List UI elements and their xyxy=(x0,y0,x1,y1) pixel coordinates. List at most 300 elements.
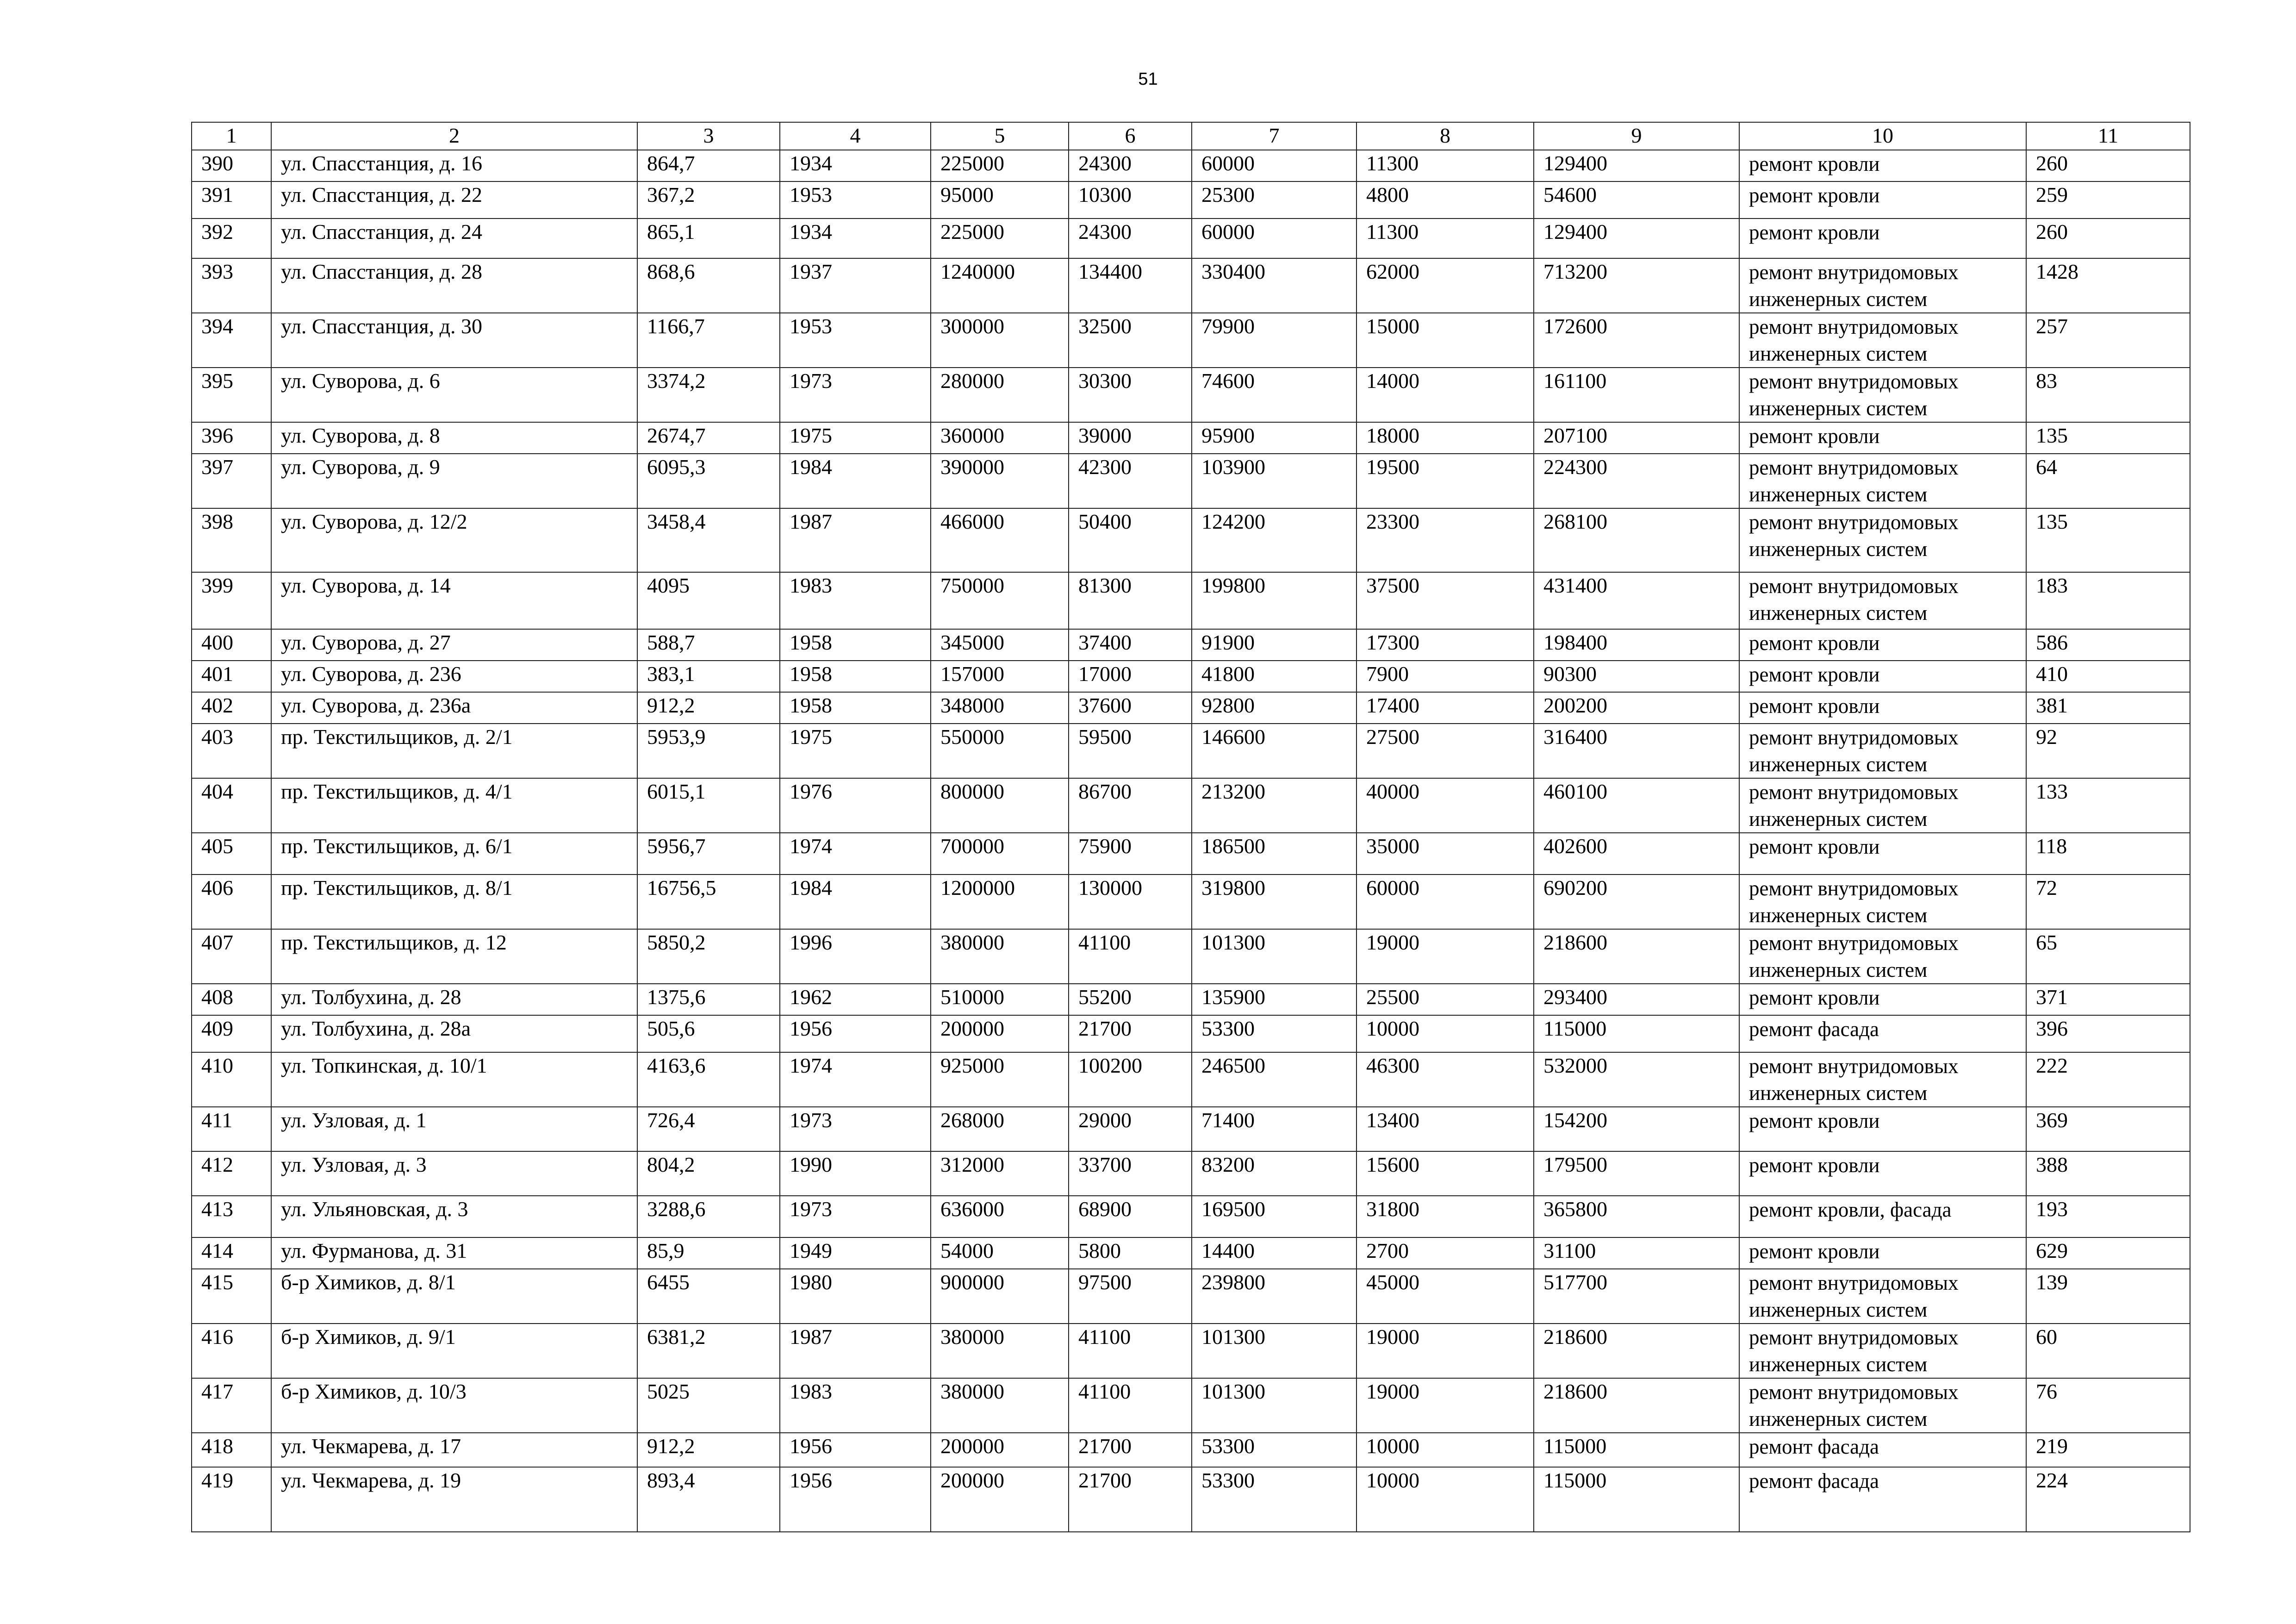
cell-total-cost: 312000 xyxy=(931,1151,1069,1196)
cell-cost-8: 10000 xyxy=(1356,1015,1534,1052)
cell-row-number: 404 xyxy=(192,778,271,833)
cell-cost-7: 199800 xyxy=(1192,572,1356,629)
cell-cost-per-sqm: 259 xyxy=(2026,181,2190,219)
cell-cost-8: 27500 xyxy=(1356,724,1534,778)
cell-work-type: ремонт кровли xyxy=(1739,661,2026,692)
cell-cost-8: 10000 xyxy=(1356,1467,1534,1532)
cell-cost-8: 17400 xyxy=(1356,692,1534,724)
cell-cost-9: 460100 xyxy=(1534,778,1739,833)
cell-year: 1983 xyxy=(780,1378,931,1433)
cell-cost-9: 179500 xyxy=(1534,1151,1739,1196)
cell-row-number: 405 xyxy=(192,833,271,874)
cell-year: 1984 xyxy=(780,454,931,508)
cell-cost-8: 10000 xyxy=(1356,1433,1534,1467)
table-row xyxy=(192,1378,2190,1433)
cell-year: 1983 xyxy=(780,572,931,629)
cell-cost-8: 19000 xyxy=(1356,1378,1534,1433)
cell-area: 5850,2 xyxy=(637,929,780,984)
cell-cost-per-sqm: 72 xyxy=(2026,874,2190,929)
cell-address: ул. Фурманова, д. 31 xyxy=(271,1237,637,1269)
cell-area: 4163,6 xyxy=(637,1052,780,1107)
cell-area: 6015,1 xyxy=(637,778,780,833)
col-header: 1 xyxy=(192,122,271,150)
cell-total-cost: 200000 xyxy=(931,1015,1069,1052)
cell-cost-8: 15600 xyxy=(1356,1151,1534,1196)
cell-cost-6: 21700 xyxy=(1069,1433,1192,1467)
cell-cost-6: 41100 xyxy=(1069,929,1192,984)
cell-cost-6: 17000 xyxy=(1069,661,1192,692)
cell-area: 5025 xyxy=(637,1378,780,1433)
col-header: 7 xyxy=(1192,122,1356,150)
cell-cost-8: 15000 xyxy=(1356,313,1534,368)
cell-address: ул. Суворова, д. 14 xyxy=(271,572,637,629)
cell-cost-per-sqm: 257 xyxy=(2026,313,2190,368)
cell-total-cost: 348000 xyxy=(931,692,1069,724)
cell-cost-6: 81300 xyxy=(1069,572,1192,629)
cell-address: ул. Спасстанция, д. 24 xyxy=(271,219,637,258)
cell-total-cost: 95000 xyxy=(931,181,1069,219)
cell-cost-per-sqm: 64 xyxy=(2026,454,2190,508)
table-row xyxy=(192,1324,2190,1378)
cell-address: пр. Текстильщиков, д. 12 xyxy=(271,929,637,984)
cell-address: ул. Толбухина, д. 28 xyxy=(271,984,637,1015)
cell-cost-7: 95900 xyxy=(1192,422,1356,454)
cell-row-number: 413 xyxy=(192,1196,271,1237)
cell-area: 6455 xyxy=(637,1269,780,1324)
cell-area: 868,6 xyxy=(637,258,780,313)
cell-address: ул. Суворова, д. 12/2 xyxy=(271,508,637,572)
table-row xyxy=(192,692,2190,724)
cell-work-type: ремонт кровли xyxy=(1739,181,2026,219)
cell-work-type: ремонт внутридомовых инженерных систем xyxy=(1739,368,2026,422)
table-row xyxy=(192,1237,2190,1269)
cell-cost-9: 293400 xyxy=(1534,984,1739,1015)
cell-cost-per-sqm: 83 xyxy=(2026,368,2190,422)
cell-total-cost: 225000 xyxy=(931,150,1069,181)
cell-cost-9: 90300 xyxy=(1534,661,1739,692)
col-header: 9 xyxy=(1534,122,1739,150)
table-row xyxy=(192,422,2190,454)
cell-row-number: 395 xyxy=(192,368,271,422)
cell-cost-7: 71400 xyxy=(1192,1107,1356,1151)
cell-area: 6095,3 xyxy=(637,454,780,508)
cell-work-type: ремонт внутридомовых инженерных систем xyxy=(1739,874,2026,929)
cell-cost-6: 21700 xyxy=(1069,1015,1192,1052)
cell-total-cost: 800000 xyxy=(931,778,1069,833)
cell-address: ул. Спасстанция, д. 22 xyxy=(271,181,637,219)
cell-cost-per-sqm: 193 xyxy=(2026,1196,2190,1237)
cell-row-number: 400 xyxy=(192,629,271,661)
cell-cost-7: 74600 xyxy=(1192,368,1356,422)
cell-cost-per-sqm: 410 xyxy=(2026,661,2190,692)
cell-cost-7: 146600 xyxy=(1192,724,1356,778)
cell-address: ул. Чекмарева, д. 17 xyxy=(271,1433,637,1467)
cell-area: 4095 xyxy=(637,572,780,629)
cell-year: 1976 xyxy=(780,778,931,833)
cell-cost-per-sqm: 183 xyxy=(2026,572,2190,629)
cell-address: пр. Текстильщиков, д. 2/1 xyxy=(271,724,637,778)
cell-cost-7: 92800 xyxy=(1192,692,1356,724)
cell-cost-per-sqm: 260 xyxy=(2026,150,2190,181)
cell-cost-6: 68900 xyxy=(1069,1196,1192,1237)
cell-row-number: 392 xyxy=(192,219,271,258)
cell-cost-per-sqm: 139 xyxy=(2026,1269,2190,1324)
cell-year: 1958 xyxy=(780,629,931,661)
table-row xyxy=(192,1107,2190,1151)
cell-address: пр. Текстильщиков, д. 8/1 xyxy=(271,874,637,929)
cell-row-number: 417 xyxy=(192,1378,271,1433)
cell-cost-per-sqm: 219 xyxy=(2026,1433,2190,1467)
cell-cost-6: 42300 xyxy=(1069,454,1192,508)
cell-cost-9: 224300 xyxy=(1534,454,1739,508)
cell-year: 1956 xyxy=(780,1015,931,1052)
cell-cost-9: 129400 xyxy=(1534,150,1739,181)
cell-cost-9: 154200 xyxy=(1534,1107,1739,1151)
cell-address: ул. Суворова, д. 27 xyxy=(271,629,637,661)
cell-row-number: 396 xyxy=(192,422,271,454)
table-row xyxy=(192,1015,2190,1052)
cell-row-number: 407 xyxy=(192,929,271,984)
cell-area: 367,2 xyxy=(637,181,780,219)
cell-work-type: ремонт фасада xyxy=(1739,1467,2026,1532)
cell-area: 893,4 xyxy=(637,1467,780,1532)
cell-work-type: ремонт фасада xyxy=(1739,1433,2026,1467)
cell-cost-8: 31800 xyxy=(1356,1196,1534,1237)
cell-cost-9: 365800 xyxy=(1534,1196,1739,1237)
cell-cost-7: 14400 xyxy=(1192,1237,1356,1269)
cell-cost-6: 75900 xyxy=(1069,833,1192,874)
cell-row-number: 401 xyxy=(192,661,271,692)
cell-year: 1980 xyxy=(780,1269,931,1324)
cell-row-number: 403 xyxy=(192,724,271,778)
cell-total-cost: 200000 xyxy=(931,1467,1069,1532)
cell-total-cost: 268000 xyxy=(931,1107,1069,1151)
cell-year: 1956 xyxy=(780,1467,931,1532)
cell-row-number: 397 xyxy=(192,454,271,508)
table-row xyxy=(192,1269,2190,1324)
table-row xyxy=(192,313,2190,368)
cell-cost-6: 33700 xyxy=(1069,1151,1192,1196)
cell-year: 1987 xyxy=(780,1324,931,1378)
cell-cost-8: 4800 xyxy=(1356,181,1534,219)
cell-cost-9: 207100 xyxy=(1534,422,1739,454)
table-row xyxy=(192,1151,2190,1196)
cell-work-type: ремонт кровли xyxy=(1739,219,2026,258)
cell-cost-9: 218600 xyxy=(1534,929,1739,984)
cell-cost-9: 402600 xyxy=(1534,833,1739,874)
cell-year: 1975 xyxy=(780,724,931,778)
cell-total-cost: 54000 xyxy=(931,1237,1069,1269)
cell-cost-8: 60000 xyxy=(1356,874,1534,929)
cell-cost-6: 29000 xyxy=(1069,1107,1192,1151)
cell-total-cost: 380000 xyxy=(931,1324,1069,1378)
cell-cost-7: 60000 xyxy=(1192,150,1356,181)
cell-cost-per-sqm: 92 xyxy=(2026,724,2190,778)
table-row xyxy=(192,258,2190,313)
table-row xyxy=(192,778,2190,833)
cell-address: ул. Чекмарева, д. 19 xyxy=(271,1467,637,1532)
cell-address: ул. Суворова, д. 236а xyxy=(271,692,637,724)
cell-cost-9: 172600 xyxy=(1534,313,1739,368)
cell-cost-6: 41100 xyxy=(1069,1324,1192,1378)
table-row xyxy=(192,874,2190,929)
table-row xyxy=(192,219,2190,258)
table-row xyxy=(192,508,2190,572)
cell-total-cost: 380000 xyxy=(931,929,1069,984)
cell-work-type: ремонт кровли xyxy=(1739,1107,2026,1151)
cell-area: 912,2 xyxy=(637,1433,780,1467)
cell-address: ул. Ульяновская, д. 3 xyxy=(271,1196,637,1237)
cell-year: 1962 xyxy=(780,984,931,1015)
cell-row-number: 416 xyxy=(192,1324,271,1378)
cell-address: ул. Толбухина, д. 28а xyxy=(271,1015,637,1052)
cell-area: 912,2 xyxy=(637,692,780,724)
cell-address: ул. Суворова, д. 8 xyxy=(271,422,637,454)
cell-row-number: 412 xyxy=(192,1151,271,1196)
cell-cost-6: 37400 xyxy=(1069,629,1192,661)
cell-total-cost: 225000 xyxy=(931,219,1069,258)
repair-table xyxy=(191,122,2190,1532)
cell-total-cost: 200000 xyxy=(931,1433,1069,1467)
cell-work-type: ремонт внутридомовых инженерных систем xyxy=(1739,1324,2026,1378)
cell-cost-8: 13400 xyxy=(1356,1107,1534,1151)
header-row xyxy=(192,122,2190,150)
table-row xyxy=(192,572,2190,629)
cell-row-number: 399 xyxy=(192,572,271,629)
cell-cost-per-sqm: 224 xyxy=(2026,1467,2190,1532)
cell-work-type: ремонт кровли xyxy=(1739,1237,2026,1269)
cell-cost-7: 53300 xyxy=(1192,1015,1356,1052)
cell-year: 1958 xyxy=(780,661,931,692)
cell-area: 3374,2 xyxy=(637,368,780,422)
cell-cost-8: 40000 xyxy=(1356,778,1534,833)
cell-total-cost: 700000 xyxy=(931,833,1069,874)
cell-address: ул. Спасстанция, д. 30 xyxy=(271,313,637,368)
cell-cost-per-sqm: 388 xyxy=(2026,1151,2190,1196)
cell-row-number: 408 xyxy=(192,984,271,1015)
cell-year: 1956 xyxy=(780,1433,931,1467)
cell-year: 1934 xyxy=(780,150,931,181)
cell-cost-7: 186500 xyxy=(1192,833,1356,874)
cell-row-number: 415 xyxy=(192,1269,271,1324)
cell-cost-8: 62000 xyxy=(1356,258,1534,313)
cell-total-cost: 750000 xyxy=(931,572,1069,629)
cell-year: 1984 xyxy=(780,874,931,929)
cell-cost-7: 246500 xyxy=(1192,1052,1356,1107)
cell-area: 5956,7 xyxy=(637,833,780,874)
table-row xyxy=(192,150,2190,181)
cell-row-number: 402 xyxy=(192,692,271,724)
cell-cost-9: 532000 xyxy=(1534,1052,1739,1107)
cell-cost-9: 268100 xyxy=(1534,508,1739,572)
cell-cost-7: 79900 xyxy=(1192,313,1356,368)
cell-address: ул. Суворова, д. 236 xyxy=(271,661,637,692)
cell-cost-per-sqm: 222 xyxy=(2026,1052,2190,1107)
cell-work-type: ремонт внутридомовых инженерных систем xyxy=(1739,313,2026,368)
cell-work-type: ремонт кровли xyxy=(1739,150,2026,181)
cell-cost-6: 39000 xyxy=(1069,422,1192,454)
cell-area: 726,4 xyxy=(637,1107,780,1151)
table-row xyxy=(192,181,2190,219)
cell-cost-per-sqm: 1428 xyxy=(2026,258,2190,313)
cell-work-type: ремонт внутридомовых инженерных систем xyxy=(1739,1378,2026,1433)
cell-area: 16756,5 xyxy=(637,874,780,929)
cell-area: 588,7 xyxy=(637,629,780,661)
table-row xyxy=(192,1467,2190,1532)
cell-cost-7: 83200 xyxy=(1192,1151,1356,1196)
cell-total-cost: 636000 xyxy=(931,1196,1069,1237)
cell-row-number: 394 xyxy=(192,313,271,368)
cell-cost-7: 124200 xyxy=(1192,508,1356,572)
col-header: 8 xyxy=(1356,122,1534,150)
cell-cost-8: 17300 xyxy=(1356,629,1534,661)
cell-cost-8: 35000 xyxy=(1356,833,1534,874)
cell-row-number: 409 xyxy=(192,1015,271,1052)
cell-cost-6: 30300 xyxy=(1069,368,1192,422)
cell-year: 1973 xyxy=(780,1107,931,1151)
cell-cost-6: 24300 xyxy=(1069,219,1192,258)
cell-cost-7: 53300 xyxy=(1192,1433,1356,1467)
cell-work-type: ремонт внутридомовых инженерных систем xyxy=(1739,724,2026,778)
cell-work-type: ремонт внутридомовых инженерных систем xyxy=(1739,778,2026,833)
cell-address: б-р Химиков, д. 10/3 xyxy=(271,1378,637,1433)
cell-row-number: 410 xyxy=(192,1052,271,1107)
cell-cost-8: 37500 xyxy=(1356,572,1534,629)
cell-year: 1975 xyxy=(780,422,931,454)
cell-row-number: 406 xyxy=(192,874,271,929)
cell-year: 1973 xyxy=(780,1196,931,1237)
cell-total-cost: 280000 xyxy=(931,368,1069,422)
cell-cost-9: 115000 xyxy=(1534,1015,1739,1052)
col-header: 3 xyxy=(637,122,780,150)
table-row xyxy=(192,833,2190,874)
cell-total-cost: 1200000 xyxy=(931,874,1069,929)
cell-total-cost: 380000 xyxy=(931,1378,1069,1433)
cell-row-number: 398 xyxy=(192,508,271,572)
cell-year: 1974 xyxy=(780,833,931,874)
cell-row-number: 391 xyxy=(192,181,271,219)
cell-cost-8: 7900 xyxy=(1356,661,1534,692)
table-body xyxy=(192,150,2190,1532)
cell-total-cost: 345000 xyxy=(931,629,1069,661)
table-row xyxy=(192,929,2190,984)
cell-cost-9: 690200 xyxy=(1534,874,1739,929)
cell-work-type: ремонт кровли xyxy=(1739,984,2026,1015)
cell-cost-8: 19000 xyxy=(1356,1324,1534,1378)
cell-cost-7: 101300 xyxy=(1192,1378,1356,1433)
table-row xyxy=(192,368,2190,422)
cell-area: 2674,7 xyxy=(637,422,780,454)
cell-cost-7: 101300 xyxy=(1192,929,1356,984)
cell-address: ул. Спасстанция, д. 16 xyxy=(271,150,637,181)
cell-cost-7: 60000 xyxy=(1192,219,1356,258)
cell-cost-9: 431400 xyxy=(1534,572,1739,629)
cell-work-type: ремонт фасада xyxy=(1739,1015,2026,1052)
cell-cost-7: 53300 xyxy=(1192,1467,1356,1532)
cell-address: ул. Узловая, д. 1 xyxy=(271,1107,637,1151)
cell-area: 864,7 xyxy=(637,150,780,181)
cell-work-type: ремонт внутридомовых инженерных систем xyxy=(1739,454,2026,508)
cell-area: 505,6 xyxy=(637,1015,780,1052)
cell-total-cost: 360000 xyxy=(931,422,1069,454)
cell-area: 5953,9 xyxy=(637,724,780,778)
cell-total-cost: 390000 xyxy=(931,454,1069,508)
cell-cost-9: 129400 xyxy=(1534,219,1739,258)
cell-cost-8: 46300 xyxy=(1356,1052,1534,1107)
cell-work-type: ремонт кровли xyxy=(1739,629,2026,661)
table-row xyxy=(192,1052,2190,1107)
cell-cost-9: 218600 xyxy=(1534,1324,1739,1378)
col-header: 4 xyxy=(780,122,931,150)
cell-row-number: 393 xyxy=(192,258,271,313)
cell-address: б-р Химиков, д. 9/1 xyxy=(271,1324,637,1378)
cell-row-number: 411 xyxy=(192,1107,271,1151)
cell-cost-7: 169500 xyxy=(1192,1196,1356,1237)
cell-work-type: ремонт кровли xyxy=(1739,422,2026,454)
cell-cost-6: 32500 xyxy=(1069,313,1192,368)
cell-cost-8: 11300 xyxy=(1356,150,1534,181)
cell-address: ул. Суворова, д. 6 xyxy=(271,368,637,422)
cell-work-type: ремонт кровли xyxy=(1739,1151,2026,1196)
cell-cost-7: 135900 xyxy=(1192,984,1356,1015)
cell-total-cost: 900000 xyxy=(931,1269,1069,1324)
cell-cost-per-sqm: 260 xyxy=(2026,219,2190,258)
cell-row-number: 390 xyxy=(192,150,271,181)
cell-year: 1937 xyxy=(780,258,931,313)
cell-cost-per-sqm: 396 xyxy=(2026,1015,2190,1052)
cell-area: 85,9 xyxy=(637,1237,780,1269)
cell-total-cost: 510000 xyxy=(931,984,1069,1015)
cell-address: ул. Спасстанция, д. 28 xyxy=(271,258,637,313)
cell-cost-6: 21700 xyxy=(1069,1467,1192,1532)
cell-year: 1974 xyxy=(780,1052,931,1107)
cell-cost-per-sqm: 629 xyxy=(2026,1237,2190,1269)
cell-work-type: ремонт кровли, фасада xyxy=(1739,1196,2026,1237)
cell-cost-7: 330400 xyxy=(1192,258,1356,313)
cell-cost-8: 18000 xyxy=(1356,422,1534,454)
cell-area: 804,2 xyxy=(637,1151,780,1196)
cell-area: 6381,2 xyxy=(637,1324,780,1378)
cell-row-number: 414 xyxy=(192,1237,271,1269)
cell-cost-8: 19000 xyxy=(1356,929,1534,984)
cell-cost-per-sqm: 369 xyxy=(2026,1107,2190,1151)
col-header: 5 xyxy=(931,122,1069,150)
cell-address: пр. Текстильщиков, д. 6/1 xyxy=(271,833,637,874)
cell-cost-7: 101300 xyxy=(1192,1324,1356,1378)
cell-year: 1987 xyxy=(780,508,931,572)
cell-cost-9: 517700 xyxy=(1534,1269,1739,1324)
cell-cost-6: 100200 xyxy=(1069,1052,1192,1107)
cell-address: б-р Химиков, д. 8/1 xyxy=(271,1269,637,1324)
cell-work-type: ремонт внутридомовых инженерных систем xyxy=(1739,508,2026,572)
cell-cost-7: 41800 xyxy=(1192,661,1356,692)
cell-cost-6: 50400 xyxy=(1069,508,1192,572)
cell-row-number: 418 xyxy=(192,1433,271,1467)
cell-total-cost: 550000 xyxy=(931,724,1069,778)
cell-work-type: ремонт внутридомовых инженерных систем xyxy=(1739,929,2026,984)
cell-cost-per-sqm: 76 xyxy=(2026,1378,2190,1433)
cell-cost-9: 115000 xyxy=(1534,1467,1739,1532)
cell-cost-per-sqm: 381 xyxy=(2026,692,2190,724)
cell-cost-per-sqm: 135 xyxy=(2026,422,2190,454)
cell-cost-9: 218600 xyxy=(1534,1378,1739,1433)
cell-cost-6: 86700 xyxy=(1069,778,1192,833)
table-row xyxy=(192,984,2190,1015)
cell-cost-8: 25500 xyxy=(1356,984,1534,1015)
cell-cost-6: 59500 xyxy=(1069,724,1192,778)
cell-cost-8: 11300 xyxy=(1356,219,1534,258)
cell-total-cost: 466000 xyxy=(931,508,1069,572)
